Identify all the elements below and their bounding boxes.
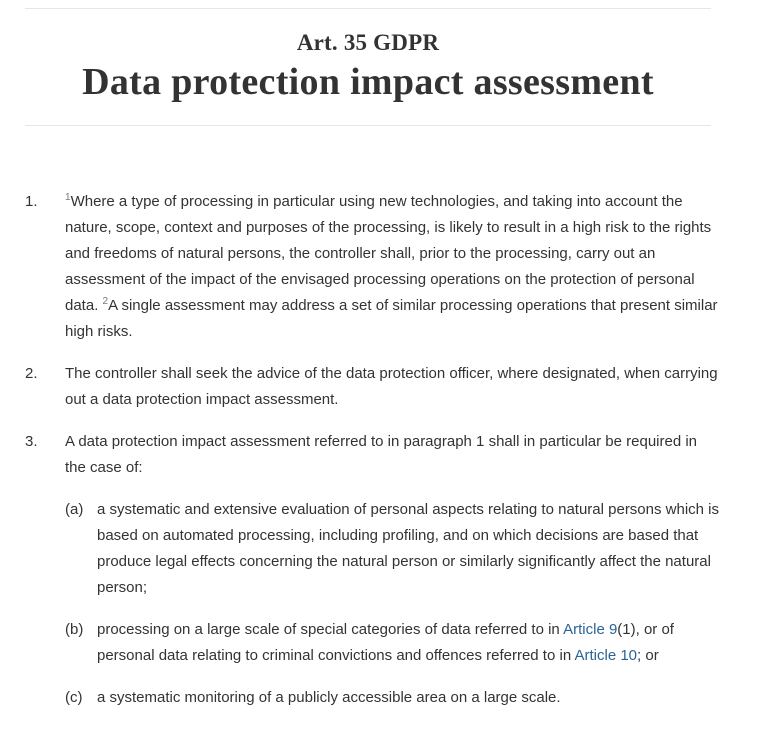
paragraph-number: 2.: [25, 365, 38, 382]
article-10-link[interactable]: Article 10: [574, 647, 638, 664]
point-text: processing on a large scale of special categories of data referred to in: [97, 621, 564, 638]
point-label: (b): [65, 621, 84, 638]
point-text: (1), or of personal data relating to criminal convictions and offences referred to in: [97, 621, 674, 664]
point-text: a systematic and extensive evaluation of personal aspects relating to natural persons which is based on automated processing, including profiling, and on which decisions are based that produce legal effects concerning the natural person or similarly significantly affect the natural person;: [97, 501, 720, 596]
article-number: Art. 35 GDPR: [296, 30, 440, 55]
sentence-marker: 1: [65, 192, 71, 203]
point-text: a systematic monitoring of a publicly accessible area on a large scale.: [97, 689, 561, 706]
point-b: [65, 617, 720, 669]
article-9-link[interactable]: Article 9: [563, 621, 618, 638]
paragraph-text: The controller shall seek the advice of the data protection officer, where designated, when carrying out a data protection impact assessment.: [65, 365, 718, 408]
paragraph-text: A data protection impact assessment referred to in paragraph 1 shall in particular be required in the case of:: [65, 433, 698, 476]
paragraph-2: [25, 361, 720, 413]
paragraph-number: 1.: [25, 193, 38, 210]
point-list: [65, 497, 720, 711]
sentence-marker: 2: [102, 296, 109, 307]
paragraph-1: [25, 189, 720, 345]
paragraph-3: [25, 429, 720, 711]
article-body: [25, 189, 720, 727]
point-text: ; or: [637, 647, 659, 664]
sentence-text: Where a type of processing in particular using new technologies, and taking into account the nature, scope, context and purposes of the processing, is likely to result in a high risk to the rights and freedoms of natural persons, the controller shall, prior to the processing, carry out an assessment of the impact of the envisaged processing operations on the protection of personal data.: [65, 193, 712, 314]
article-header: [25, 28, 711, 106]
paragraph-number: 3.: [25, 433, 38, 450]
header-bottom-divider: [25, 125, 711, 126]
point-label: (a): [65, 501, 84, 518]
header-top-divider: [25, 8, 711, 9]
point-a: [65, 497, 720, 601]
paragraph-list: [25, 189, 720, 711]
page-title: Data protection impact assessment: [82, 61, 654, 103]
sentence-text: A single assessment may address a set of similar processing operations that present similar high risks.: [65, 297, 718, 340]
point-c: [65, 685, 720, 711]
point-label: (c): [65, 689, 83, 706]
